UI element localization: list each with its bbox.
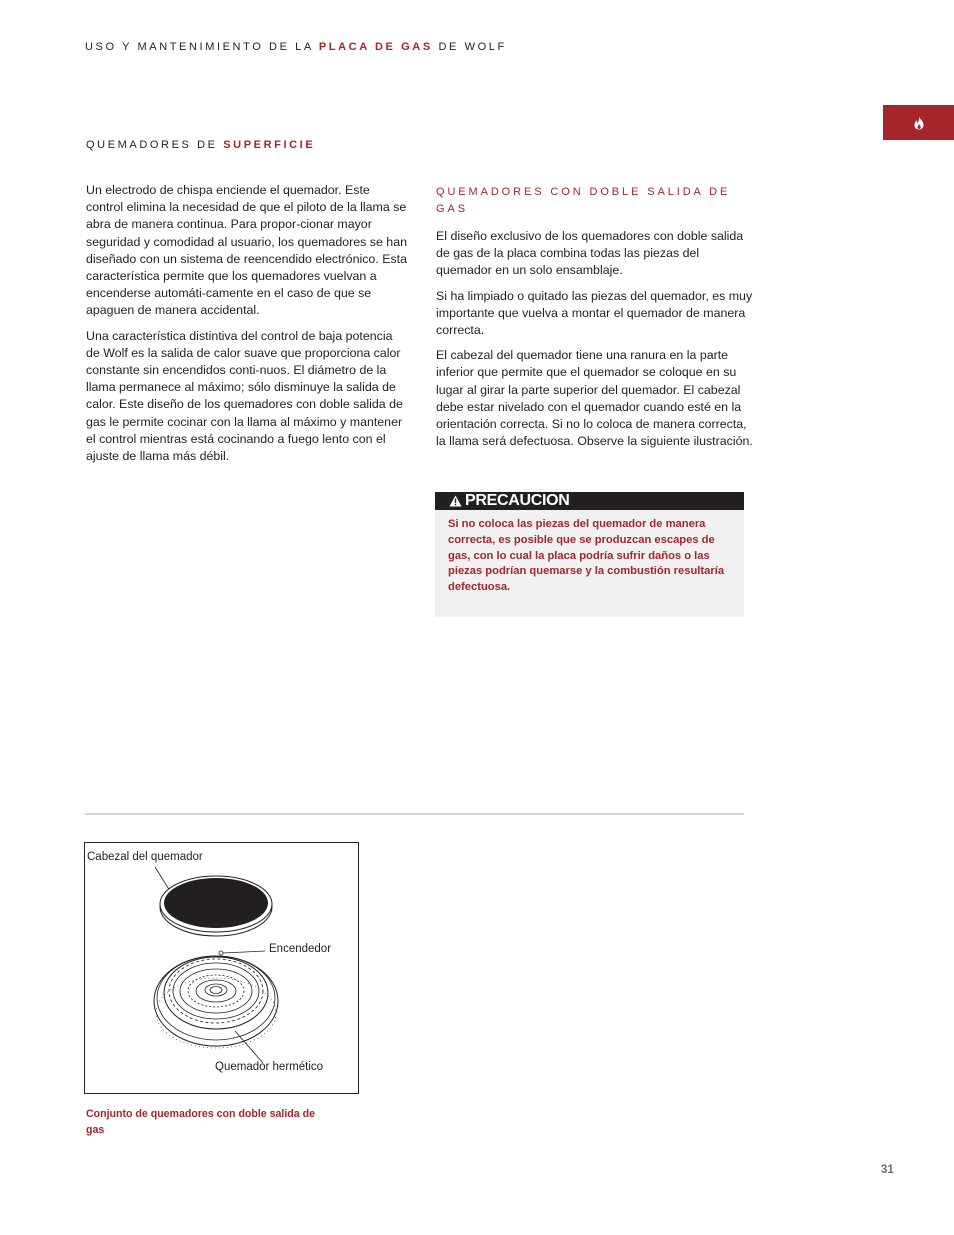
label-burner-head: Cabezal del quemador — [87, 851, 203, 863]
right-paragraph-3: El cabezal del quemador tiene una ranura en la parte inferior que permite que el quemador se coloque en su lugar al girar la parte superior del quemador. El cabezal debe estar nivelado con el quemador cuando esté en la orientación correcta. Si no lo coloca de manera correcta, la llama será defectuosa. Observe la siguiente ilustración. — [436, 348, 753, 449]
right-column — [436, 228, 758, 458]
leader-igniter — [223, 951, 265, 953]
subsection-heading: QUEMADORES CON DOBLE SALIDA DE GAS — [436, 186, 731, 215]
leader-base — [235, 1031, 263, 1063]
label-igniter: Encendedor — [269, 943, 332, 955]
flame-icon — [913, 116, 925, 130]
right-paragraph-2: Si ha limpiado o quitado las piezas del quemador, es muy importante que vuelva a montar el quemador de manera correcta. — [436, 288, 753, 338]
section-divider — [85, 813, 744, 815]
igniter-tip — [219, 951, 223, 955]
header-suffix: DE WOLF — [438, 41, 507, 53]
leader-head — [155, 867, 170, 891]
burner-drawing — [85, 843, 358, 1093]
header-accent: PLACA DE GAS — [318, 41, 433, 53]
section-heading-prefix: QUEMADORES DE — [86, 139, 218, 151]
caution-header — [435, 492, 744, 510]
page-number: 31 — [881, 1164, 894, 1176]
burner-head-cap — [160, 876, 272, 936]
caution-text: Si no coloca las piezas del quemador de manera correcta, es posible que se produzcan escapes de gas, con lo cual la placa podría sufrir daños o las piezas podrían quemarse y la combustión resultaría defectuosa. — [448, 518, 725, 594]
left-paragraph-1: Un electrodo de chispa enciende el quemador. Este control elimina la necesidad de que el piloto de la llama se abra de manera continua. Para propor-cionar mayor seguridad y comodidad al usuario, los quemadores se han diseñado con un sistema de reencendido electrónico. Esta característica permite que los quemadores vuelvan a encenderse automáti-camente en el caso de que se apaguen de manera accidental. — [86, 183, 407, 318]
burner-illustration — [84, 842, 359, 1094]
section-tab — [883, 105, 954, 140]
figure-caption: Conjunto de quemadores con doble salida de gas — [86, 1108, 315, 1136]
header-prefix: USO Y MANTENIMIENTO DE LA — [85, 41, 314, 53]
section-heading-accent: SUPERFICIE — [223, 139, 316, 151]
warning-triangle-icon — [449, 495, 462, 507]
section-heading — [86, 139, 315, 151]
sealed-burner-base — [154, 956, 278, 1048]
label-sealed-burner: Quemador hermético — [215, 1061, 324, 1073]
caution-title: PRECAUCION — [465, 492, 570, 509]
left-paragraph-2: Una característica distintiva del control de baja potencia de Wolf es la salida de calor suave que proporciona calor constante sin encendidos conti-nuos. El diámetro de la llama permanece al máximo; sólo disminuye la salida de calor. Este diseño de los quemadores con doble salida de gas le permite cocinar con la llama al máximo y mantener el control mientras está cocinando a fuego lento con el ajuste de llama más débil. — [86, 328, 403, 464]
caution-box — [435, 492, 744, 617]
left-column — [86, 182, 408, 473]
right-paragraph-1: El diseño exclusivo de los quemadores con doble salida de gas de la placa combina todas las piezas del quemador en un solo ensamblaje. — [436, 229, 744, 278]
running-header — [85, 41, 507, 53]
